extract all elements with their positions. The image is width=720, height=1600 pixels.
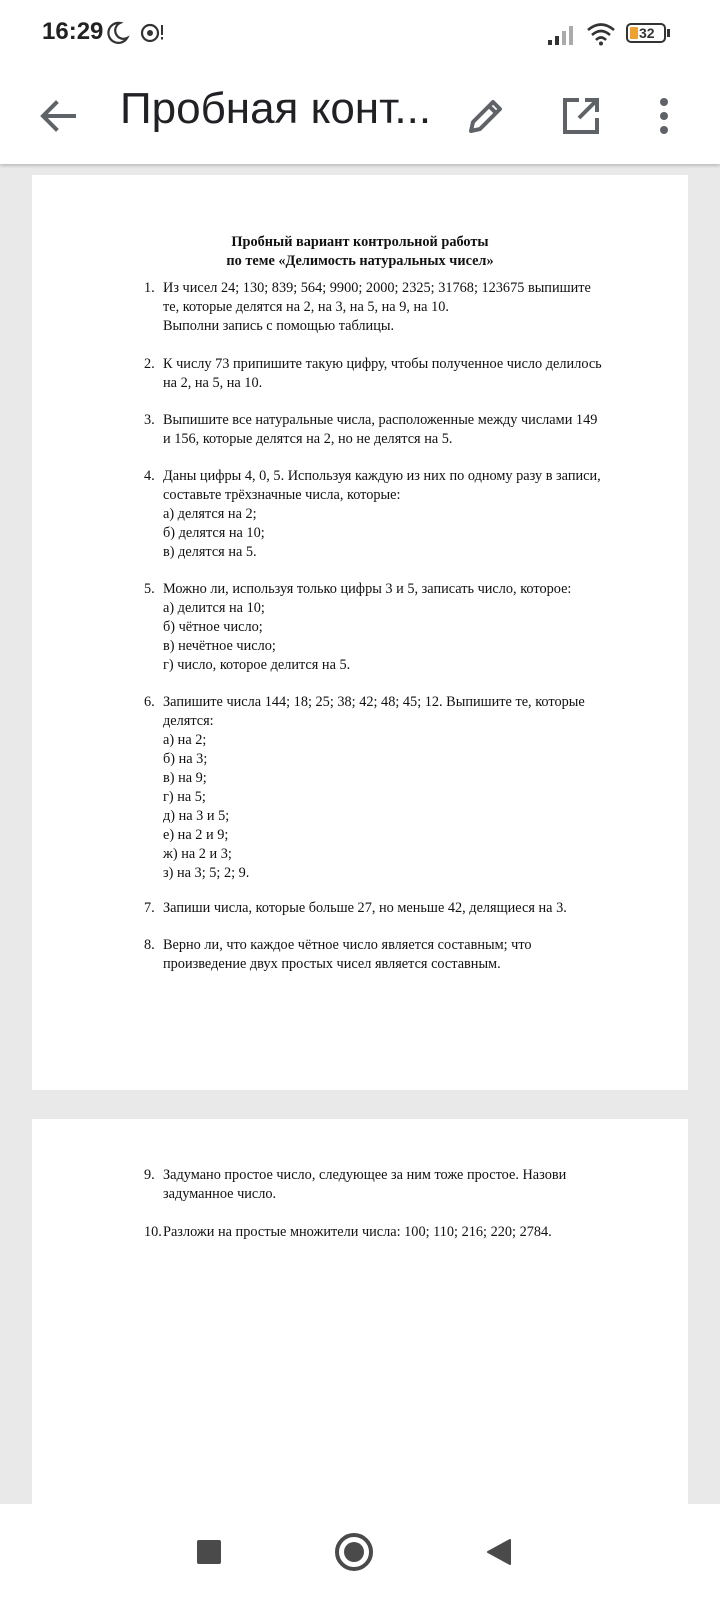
app-bar bbox=[0, 68, 720, 164]
question-line: Запиши числа, которые больше 27, но меньше 42, делящиеся на 3. bbox=[163, 900, 567, 916]
question-line: е) на 2 и 9; bbox=[163, 827, 229, 843]
question-line: в) делятся на 5. bbox=[163, 544, 257, 560]
question-line: составьте трёхзначные числа, которые: bbox=[163, 487, 401, 503]
question-3 bbox=[144, 411, 664, 449]
sync-icon bbox=[140, 22, 166, 44]
question-line: б) делятся на 10; bbox=[163, 525, 265, 541]
navigation-bar bbox=[0, 1504, 720, 1600]
question-line: на 2, на 5, на 10. bbox=[163, 375, 263, 391]
question-line: в) нечётное число; bbox=[163, 638, 276, 654]
question-line: Задумано простое число, следующее за ним тоже простое. Назови bbox=[163, 1167, 567, 1183]
question-line: Можно ли, используя только цифры 3 и 5, записать число, которое: bbox=[163, 581, 572, 597]
question-line: К числу 73 припишите такую цифру, чтобы полученное число делилось bbox=[163, 356, 602, 372]
arrow-back-icon[interactable] bbox=[34, 92, 82, 140]
question-5 bbox=[144, 580, 664, 675]
question-line: Выполни запись с помощью таблицы. bbox=[163, 318, 395, 334]
open-in-new-icon[interactable] bbox=[557, 92, 605, 140]
question-line: а) делится на 10; bbox=[163, 600, 265, 616]
circle-icon[interactable] bbox=[333, 1531, 375, 1573]
question-line: те, которые делятся на 2, на 3, на 5, на 9, на 10. bbox=[163, 299, 449, 315]
question-1 bbox=[144, 279, 664, 336]
question-line: а) на 2; bbox=[163, 732, 207, 748]
question-number: 3. bbox=[144, 412, 155, 428]
question-line: и 156, которые делятся на 2, но не делятся на 5. bbox=[163, 431, 453, 447]
question-line: Разложи на простые множители числа: 100; 110; 216; 220; 2784. bbox=[163, 1224, 552, 1240]
signal-icon bbox=[547, 24, 577, 46]
doc-title-line-2: по теме «Делимость натуральных чисел» bbox=[226, 253, 494, 269]
more-vert-icon[interactable] bbox=[640, 92, 688, 140]
question-line: Даны цифры 4, 0, 5. Используя каждую из них по одному разу в записи, bbox=[163, 468, 601, 484]
question-line: б) на 3; bbox=[163, 751, 208, 767]
question-line: Запишите числа 144; 18; 25; 38; 42; 48; 45; 12. Выпишите те, которые bbox=[163, 694, 585, 710]
question-8 bbox=[144, 936, 664, 974]
doc-title-line-1: Пробный вариант контрольной работы bbox=[231, 234, 489, 250]
question-line: в) на 9; bbox=[163, 770, 207, 786]
battery-icon bbox=[626, 23, 666, 43]
triangle-back-icon[interactable] bbox=[484, 1537, 514, 1567]
question-line: б) чётное число; bbox=[163, 619, 263, 635]
pencil-icon[interactable] bbox=[462, 92, 510, 140]
question-number: 4. bbox=[144, 468, 155, 484]
square-icon[interactable] bbox=[195, 1538, 223, 1566]
status-time: 16:29 bbox=[42, 18, 104, 45]
question-number: 8. bbox=[144, 937, 155, 953]
question-number: 9. bbox=[144, 1167, 155, 1183]
question-line: д) на 3 и 5; bbox=[163, 808, 230, 824]
status-bar bbox=[0, 0, 720, 68]
question-number: 10. bbox=[144, 1224, 162, 1240]
question-line: задуманное число. bbox=[163, 1186, 277, 1202]
wifi-icon bbox=[586, 22, 616, 46]
question-number: 6. bbox=[144, 694, 155, 710]
question-line: Выпишите все натуральные числа, расположенные между числами 149 bbox=[163, 412, 598, 428]
document-page-1 bbox=[32, 175, 688, 1090]
question-line: Верно ли, что каждое чётное число является составным; что bbox=[163, 937, 532, 953]
question-line: произведение двух простых чисел является составным. bbox=[163, 956, 501, 972]
question-line: Из чисел 24; 130; 839; 564; 9900; 2000; 2325; 31768; 123675 выпишите bbox=[163, 280, 591, 296]
battery-level: 32 bbox=[639, 25, 655, 41]
question-7 bbox=[144, 899, 664, 918]
moon-icon bbox=[104, 20, 130, 46]
question-number: 1. bbox=[144, 280, 155, 296]
question-9 bbox=[144, 1166, 664, 1204]
question-line: г) на 5; bbox=[163, 789, 206, 805]
question-number: 2. bbox=[144, 356, 155, 372]
question-line: а) делятся на 2; bbox=[163, 506, 257, 522]
question-number: 7. bbox=[144, 900, 155, 916]
question-4 bbox=[144, 467, 664, 562]
question-6 bbox=[144, 693, 664, 883]
question-line: ж) на 2 и 3; bbox=[163, 846, 232, 862]
question-line: з) на 3; 5; 2; 9. bbox=[163, 865, 250, 881]
document-title: Пробная конт... bbox=[120, 84, 432, 133]
question-10 bbox=[144, 1223, 664, 1242]
question-2 bbox=[144, 355, 664, 393]
question-line: г) число, которое делится на 5. bbox=[163, 657, 351, 673]
question-line: делятся: bbox=[163, 713, 214, 729]
document-page-2 bbox=[32, 1119, 688, 1504]
question-number: 5. bbox=[144, 581, 155, 597]
battery-tip bbox=[667, 29, 670, 37]
